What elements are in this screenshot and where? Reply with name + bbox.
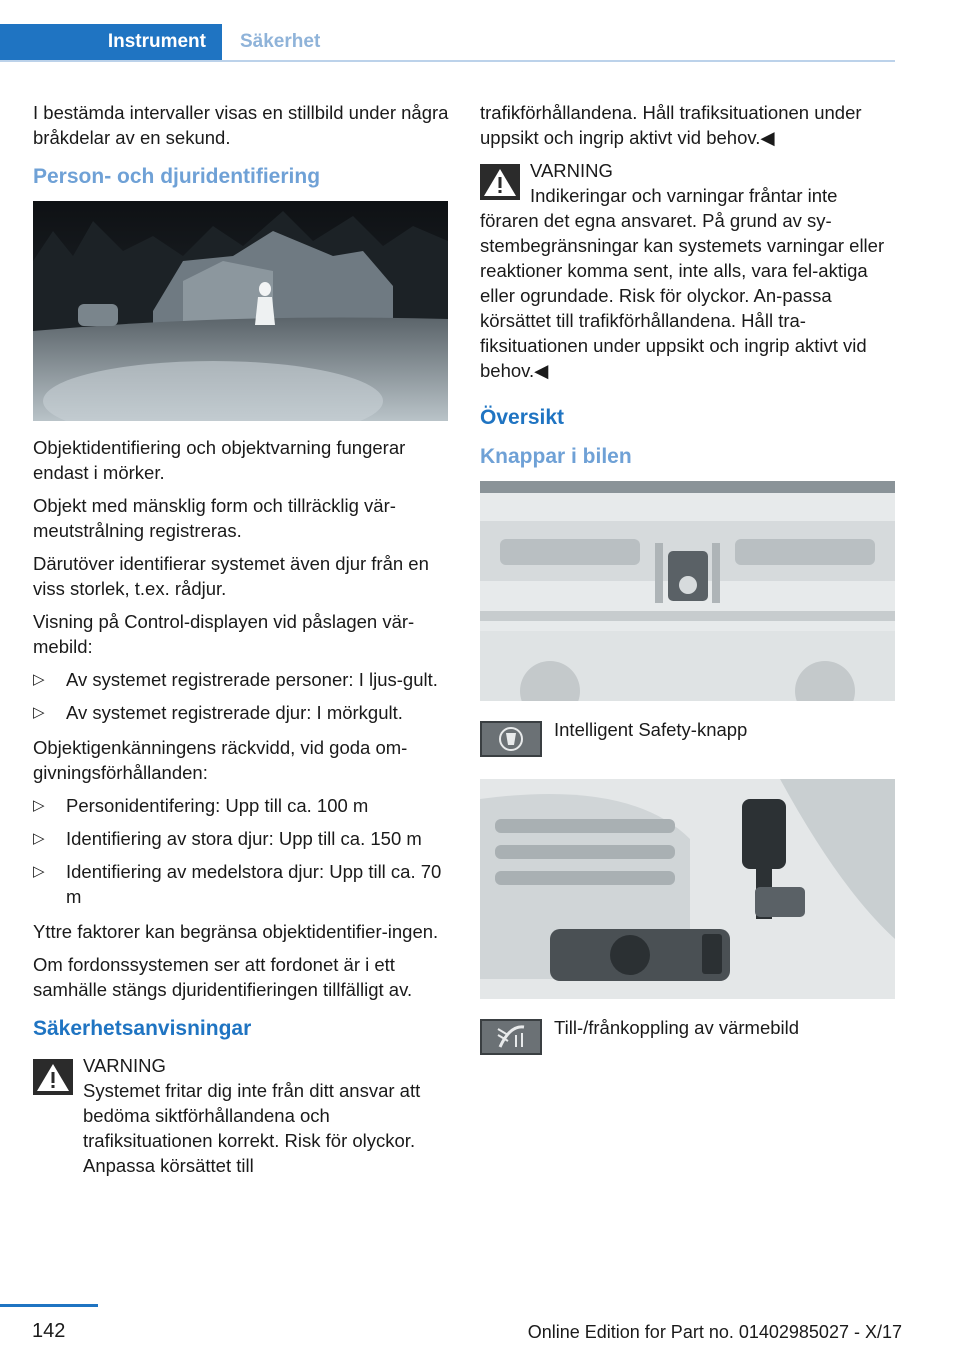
light-switch-photo — [480, 779, 895, 999]
tab-sakerhet[interactable]: Säkerhet — [240, 31, 321, 52]
triangle-bullet-icon: ▷ — [33, 863, 45, 880]
heading-buttons: Knappar i bilen — [480, 445, 632, 468]
heading-person-animal: Person- och djuridentifiering — [33, 165, 321, 188]
list-item: ▷ Identifiering av medelstora djur: Upp till ca. 70 m — [33, 861, 442, 907]
paragraph-6: Yttre faktorer kan begränsa objektidentifier‐ingen. — [33, 921, 439, 942]
header-rule — [0, 60, 895, 62]
night-vision-photo — [33, 201, 448, 421]
warning-triangle-icon — [480, 164, 520, 200]
warning-triangle-icon — [33, 1059, 73, 1095]
thermal-image-toggle-label: Till-/frånkoppling av värmebild — [554, 1017, 800, 1038]
warning-block-2 — [480, 158, 896, 208]
triangle-bullet-icon: ▷ — [33, 797, 45, 814]
warning-title: VARNING — [530, 160, 613, 181]
paragraph-3: Därutöver identifierar systemet även djur från en viss storlek, t.ex. rådjur. — [33, 553, 429, 599]
dashboard-buttons-photo — [480, 481, 895, 701]
triangle-bullet-icon: ▷ — [33, 830, 45, 847]
bullet-list-1 — [33, 667, 449, 725]
list-item: ▷ Identifiering av stora djur: Upp till ca. 150 m — [33, 828, 422, 849]
footer-rule — [0, 1304, 98, 1307]
warning-text-first-line: Indikeringar och varningar fråntar inte — [530, 185, 838, 206]
paragraph-7: Om fordonssystemen ser att fordonet är i ett samhälle stängs djuridentifieringen tillfälligt av. — [33, 954, 413, 1000]
triangle-bullet-icon: ▷ — [33, 671, 45, 688]
right-column — [480, 100, 896, 1077]
left-column — [33, 100, 449, 1188]
warning-text-rest: föraren det egna ansvaret. På grund av sy‐stembegränsningar kan systemets varningar eller reaktioner komma sent, inte alls, vara fel‐aktiga eller ogrundade. Risk för olyckor. An‐passa körsättet till trafikförhållandena. Håll tra‐fiksituationen under uppsikt och ingrip aktivt vid behov.◀ — [480, 210, 885, 381]
intelligent-safety-label: Intelligent Safety-knapp — [554, 719, 748, 740]
night-vision-button-icon[interactable] — [480, 1019, 542, 1055]
icon-row-intelligent-safety — [480, 717, 896, 761]
heading-overview: Översikt — [480, 406, 565, 429]
paragraph-5: Objektigenkänningens räckvidd, vid goda om‐givningsförhållanden: — [33, 737, 408, 783]
header-tabs — [0, 24, 895, 62]
continuation-paragraph: trafikförhållandena. Håll trafiksituationen under uppsikt och ingrip aktivt vid behov.◀ — [480, 102, 862, 148]
bullet-list-2 — [33, 793, 449, 909]
tab-instrument[interactable]: Instrument — [0, 24, 222, 60]
paragraph-1: Objektidentifiering och objektvarning fungerar endast i mörker. — [33, 437, 406, 483]
paragraph-4: Visning på Control-displayen vid påslagen vär‐mebild: — [33, 611, 415, 657]
edition-text: Online Edition for Part no. 01402985027 - X/17 — [527, 1322, 902, 1342]
list-item: ▷ Personidentifering: Upp till ca. 100 m — [33, 795, 369, 816]
list-item: ▷ Av systemet registrerade personer: I ljus‐gult. — [33, 669, 438, 690]
triangle-bullet-icon: ▷ — [33, 704, 45, 721]
warning-title: VARNING — [83, 1055, 166, 1076]
page-number: 142 — [32, 1320, 66, 1342]
heading-safety: Säkerhetsanvisningar — [33, 1017, 252, 1040]
list-item: ▷ Av systemet registrerade djur: I mörkgult. — [33, 702, 403, 723]
intro-paragraph: I bestämda intervaller visas en stillbild under några bråkdelar av en sekund. — [33, 102, 449, 148]
intelligent-safety-button-icon[interactable] — [480, 721, 542, 757]
icon-row-thermal-image-toggle — [480, 1015, 896, 1059]
warning-block-1 — [33, 1053, 449, 1178]
paragraph-2: Objekt med mänsklig form och tillräcklig vär‐meutstrålning registreras. — [33, 495, 396, 541]
warning-text: Systemet fritar dig inte från ditt ansvar att bedöma siktförhållandena och trafiksituationen korrekt. Risk för olyckor. Anpassa körsättet till — [83, 1080, 421, 1176]
